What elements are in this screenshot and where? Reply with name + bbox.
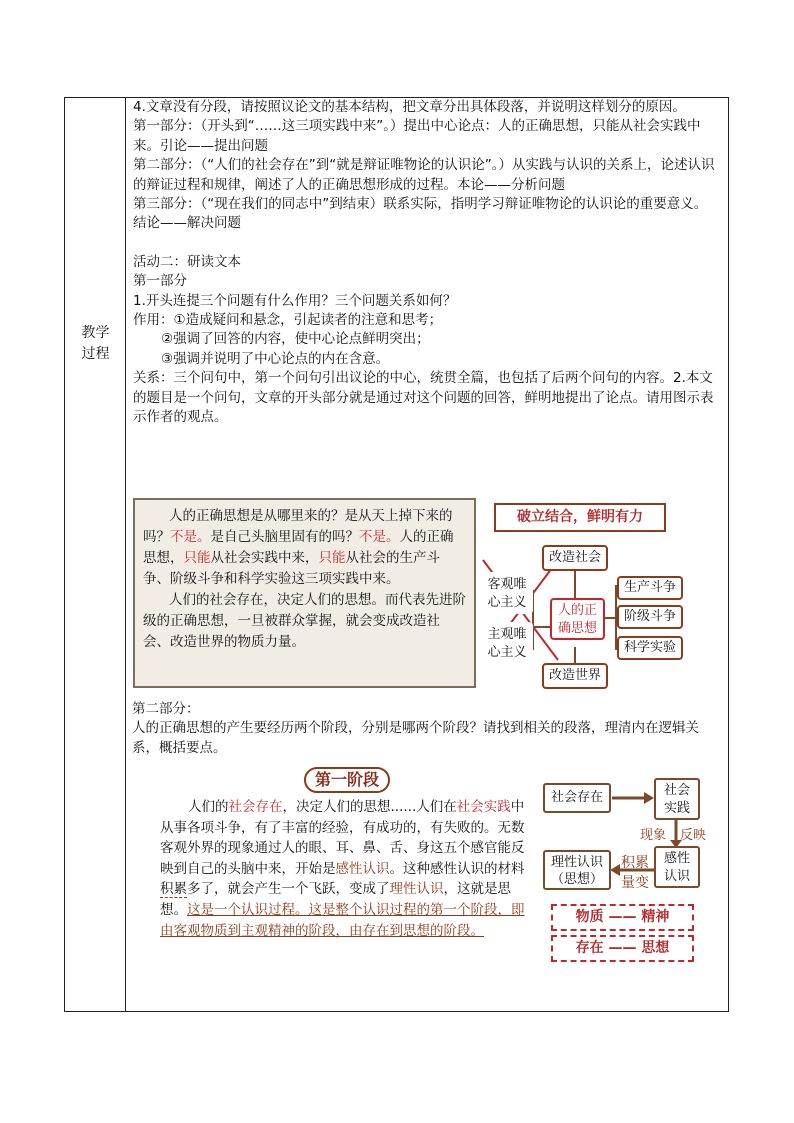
node-reform-society: 改造社会 [542, 545, 608, 571]
node-class-struggle: 阶级斗争 [617, 605, 683, 629]
slogan-box: 破立结合，鲜明有力 [494, 503, 666, 532]
part2-title: 第二部分： [132, 701, 200, 717]
quote-paragraph-1: 人的正确思想是从哪里来的？是从天上掉下来的吗？不是。是自己头脑里固有的吗？不是。人的正确思想，只能从社会实践中来，只能从社会的生产斗争、阶级斗争和科学实验这三项实践中来。 [143, 508, 454, 587]
node-rational-knowledge: 理性认识 （思想） [543, 850, 611, 890]
question-1: 1.开头连提三个问题有什么作用？三个问题关系如何？ [133, 292, 457, 309]
quote-paragraph-2: 人们的社会存在，决定人们的思想。而代表先进阶级的正确思想，一旦被群众掌握，就会变成改造社会、改造世界的物质力量。 [143, 592, 466, 650]
node-reform-world: 改造世界 [542, 663, 608, 689]
paragraph: 第三部分：（“现在我们的同志中”到结束）联系实际，指明学习辩证唯物论的认识论的重要意义。 结论——解决问题 [133, 196, 708, 232]
node-perceptual-knowledge: 感性 认识 [654, 846, 700, 888]
label-quantitative-change: 量变 [621, 875, 649, 891]
label-reflect: 反映 [680, 828, 707, 843]
label-phenomenon: 现象 [640, 828, 667, 843]
stage-title: 第一阶段 [304, 767, 390, 793]
part2-block [132, 700, 724, 758]
quote-box [133, 498, 476, 688]
node-correct-thought: 人的正 确思想 [550, 598, 605, 640]
content-column [133, 98, 725, 428]
node-social-existence: 社会存在 [543, 783, 611, 813]
activity-title: 活动二：研读文本 [133, 253, 241, 270]
question-2: 人的正确思想的产生要经历两个阶段，分别是哪两个阶段？请找到相关的段落，理清内在逻辑关系，概括要点。 [132, 720, 699, 756]
effect-2: ②强调了回答的内容，使中心论点鲜明突出； [161, 331, 430, 348]
node-science-experiment: 科学实验 [617, 636, 683, 660]
node-production-struggle: 生产斗争 [617, 576, 683, 600]
effect-1: 作用：①造成疑问和悬念，引起读者的注意和思考； [133, 312, 443, 329]
label-column [65, 98, 126, 1011]
relation-text: 关系：三个问句中，第一个问句引出议论的中心，统贯全篇，也包括了后两个问句的内容。2.本文的题目是一个问句，文章的开头部分就是通过对这个问题的回答，鲜明地提出了论点。请用图示表示作者的观点。 [133, 370, 714, 426]
stage-text: 人们的社会存在，决定人们的思想......人们在社会实践中从事各项斗争，有了丰富的经验，有成功的，有失败的。无数客观外界的现象通过人的眼、耳、鼻、舌、身这五个感官能反映到自己的头脑中来，开始是感性认识。这种感性认识的材料积累多了，就会产生一个飞跃，变成了理性认识，这就是思想。这是一个认识过程。这是整个认识过程的第一个阶段，即由客观物质到主观精神的阶段，由存在到思想的阶段。 [160, 799, 525, 939]
paragraph: 第二部分：（“人们的社会存在”到“就是辩证唯物论的认识论”。）从实践与认识的关系上，论述认识的辩证过程和规律，阐述了人的正确思想形成的过程。本论——分析问题 [133, 157, 715, 193]
row-label: 教学 过程 [81, 325, 110, 362]
node-objective-idealism: 客观唯 心主义 [481, 572, 533, 614]
node-social-practice: 社会 实践 [654, 778, 700, 820]
effect-3: ③强调并说明了中心论点的内在含意。 [161, 350, 390, 367]
part1-title: 第一部分 [133, 273, 187, 290]
label-accumulate: 积累 [621, 855, 649, 871]
pair-matter-spirit: 物质 —— 精神 [551, 904, 694, 931]
node-subjective-idealism: 主观唯 心主义 [481, 622, 533, 664]
paragraph: 4.文章没有分段，请按照议论文的基本结构，把文章分出具体段落，并说明这样划分的原因。 [133, 99, 686, 115]
pair-existence-thought: 存在 —— 思想 [551, 935, 694, 962]
paragraph: 第一部分：（开头到“……这三项实践中来”。）提出中心论点：人的正确思想，只能从社会实践中来。引论——提出问题 [133, 118, 701, 154]
